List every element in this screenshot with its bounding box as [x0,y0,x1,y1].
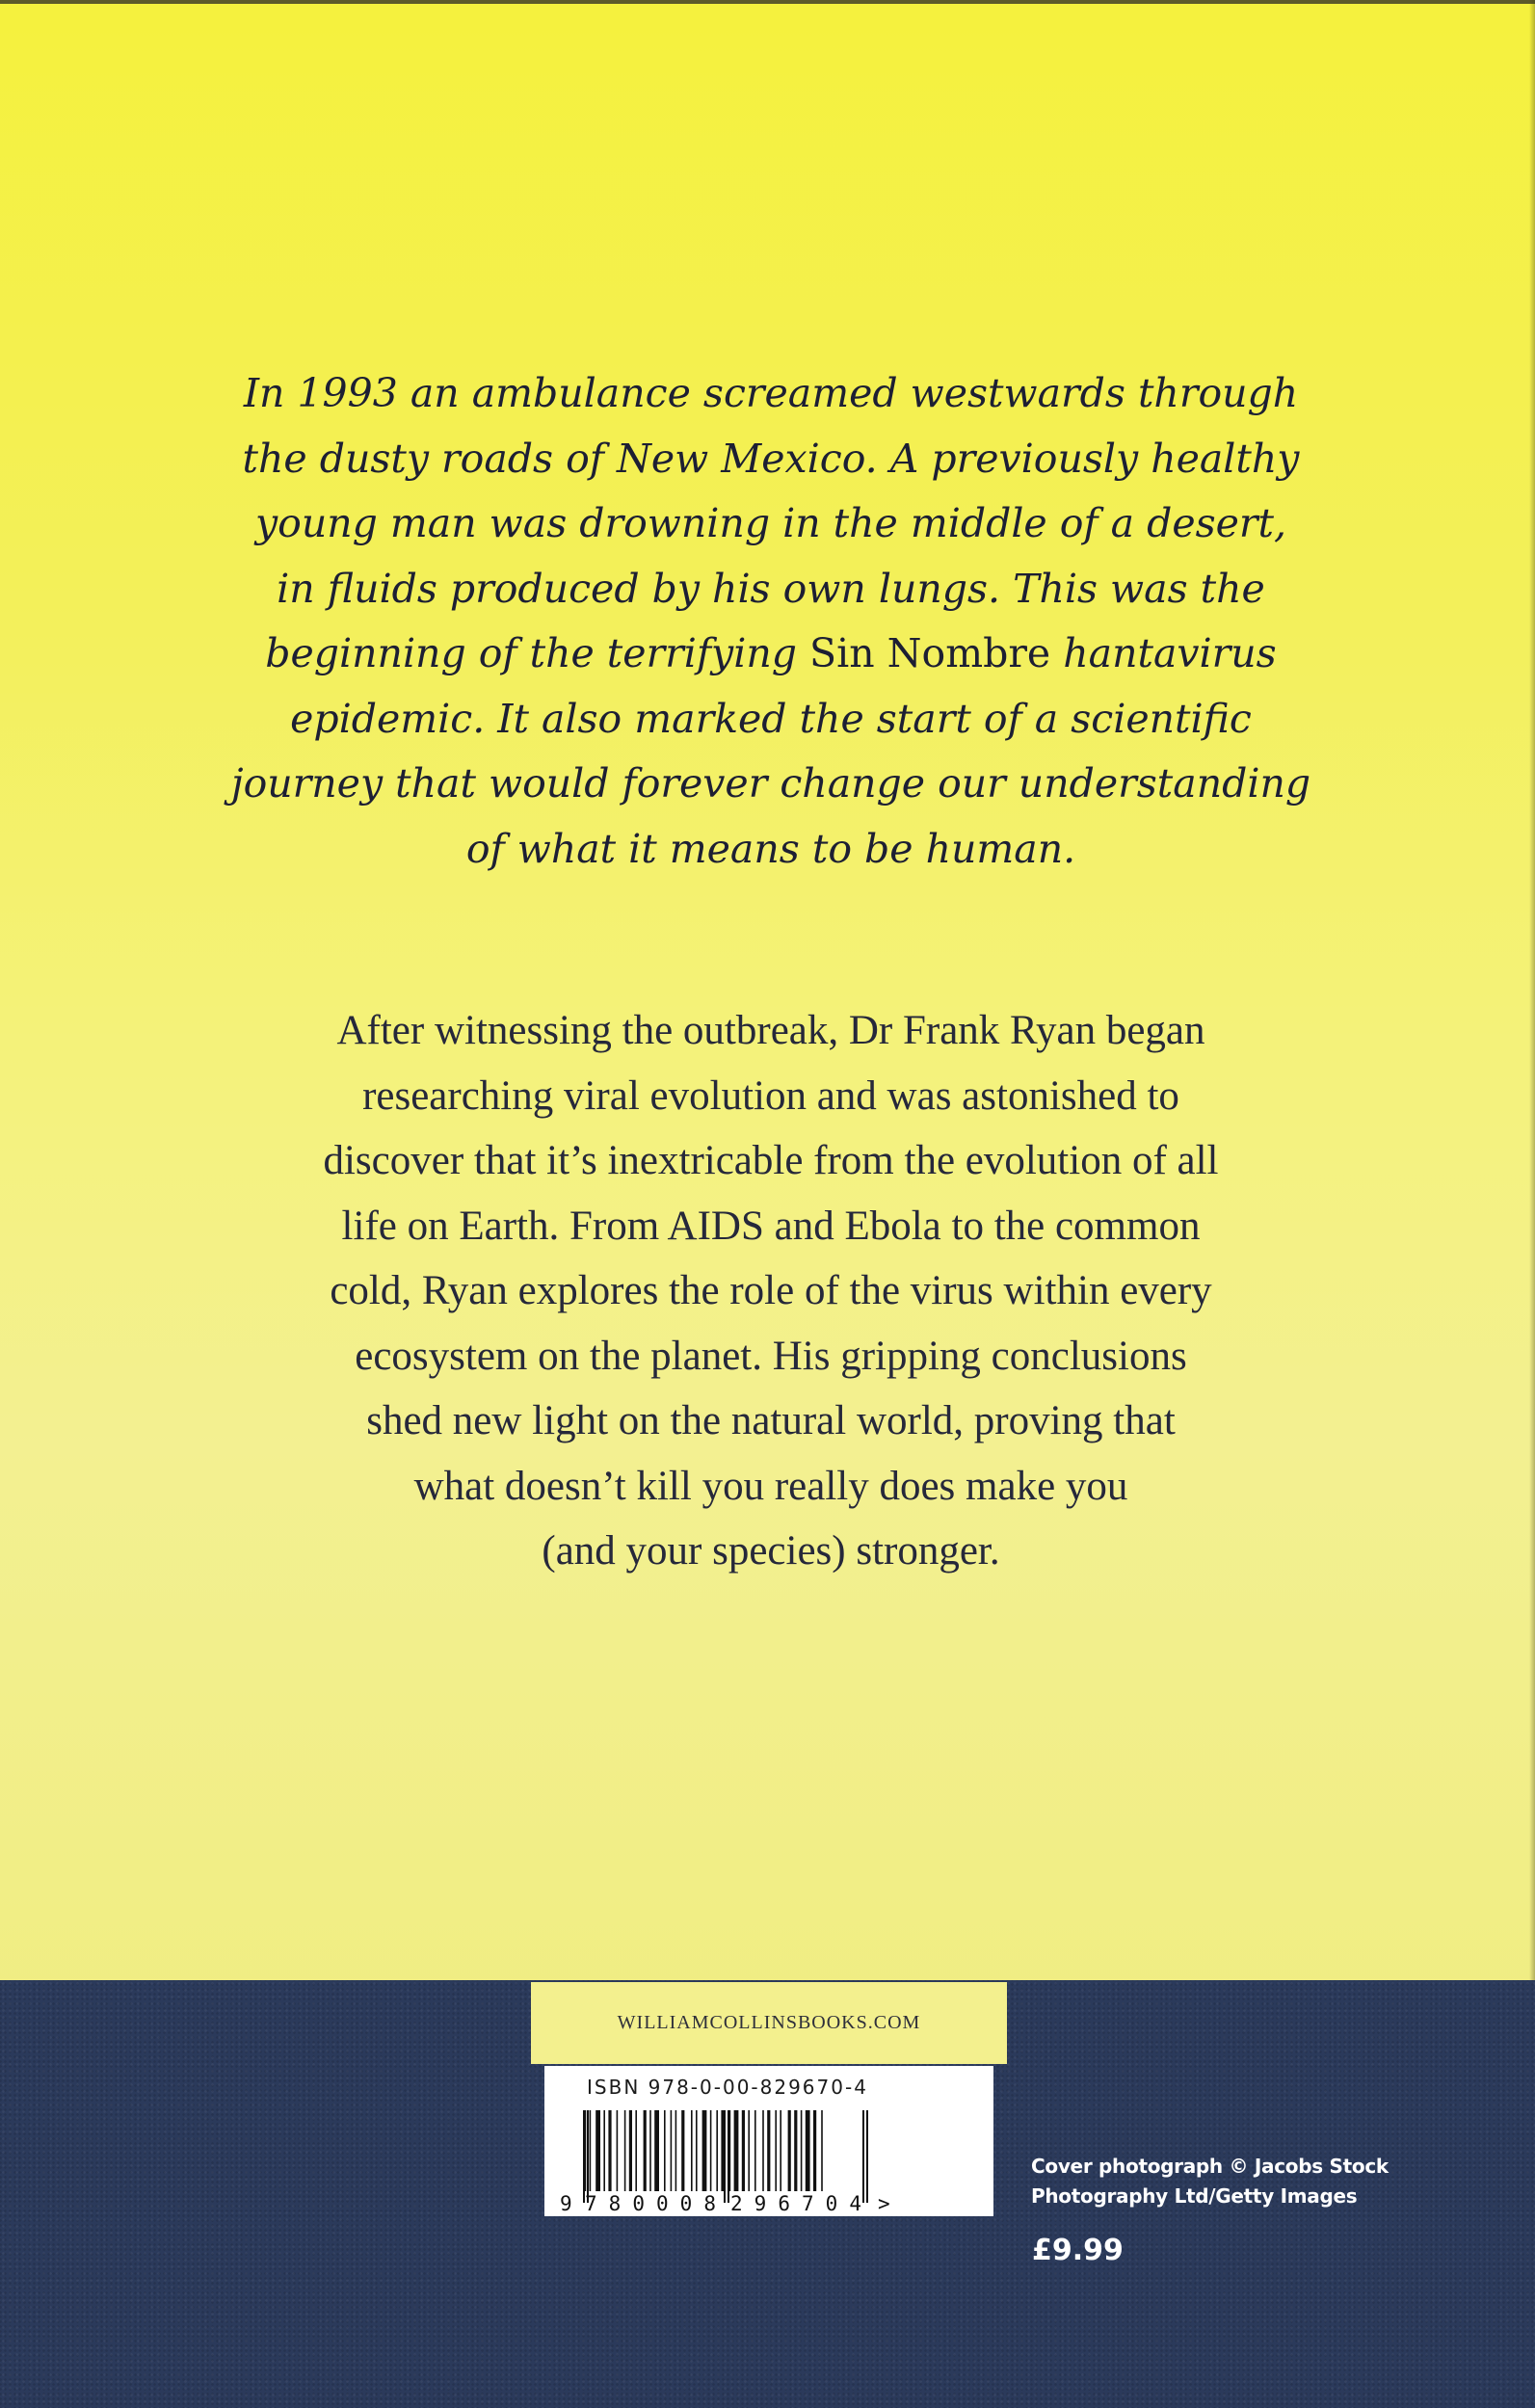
barcode-bar [664,2110,666,2191]
barcode-bar [608,2110,611,2191]
barcode-bar [742,2110,745,2191]
barcode-bar [617,2110,619,2191]
barcode-bar [629,2110,632,2191]
barcode-bar [780,2110,781,2191]
barcode-bar [691,2110,693,2191]
barcode-bar [644,2110,647,2191]
italic-blurb-line: of what it means to be human. [465,825,1076,872]
publisher-website: WILLIAMCOLLINSBOOKS.COM [617,2012,921,2033]
barcode-bar [654,2110,659,2191]
italic-blurb-line: in fluids produced by his own lungs. This was the [277,565,1265,612]
barcode-bar [813,2110,816,2191]
credit-line: Photography Ltd/Getty Images [1031,2184,1358,2208]
barcode-bar [794,2110,797,2191]
description-line: what doesn’t kill you really does make you [413,1463,1128,1509]
italic-blurb-line: epidemic. It also marked the start of a scientific [290,695,1252,742]
barcode-bar [775,2110,777,2191]
barcode-right-digits: 296704 [730,2192,861,2215]
barcode-bar [675,2110,677,2191]
barcode-guard-bar [866,2110,868,2203]
barcode-guard-bar [587,2110,589,2203]
italic-blurb-line: In 1993 an ambulance screamed westwards through [243,370,1299,416]
barcode-left-digits: 780008 [585,2192,716,2215]
barcode-bar [734,2110,739,2191]
barcode-bar [821,2110,823,2191]
barcode-bar [590,2110,592,2191]
price-label: £9.99 [1032,2234,1124,2267]
barcode-bar [603,2110,605,2191]
barcode-bar [767,2110,770,2191]
barcode-icon [544,2066,993,2216]
barcode-bar [801,2110,803,2191]
barcode-bar [702,2110,707,2191]
barcode-bar [716,2110,718,2191]
barcode-bar [806,2110,810,2191]
italic-blurb-line: journey that would forever change our understanding [230,760,1311,807]
virus-name: Sin Nombre [809,630,1051,676]
credit-line: Cover photograph © Jacobs Stock [1031,2155,1389,2178]
barcode-bar [649,2110,651,2191]
barcode-guard-bar [728,2110,729,2203]
italic-blurb-text: beginning of the terrifying [265,630,809,676]
barcode-bar [754,2110,756,2191]
description-blurb [193,998,1349,1584]
description-line: life on Earth. From AIDS and Ebola to the common [341,1203,1201,1249]
description-line: (and your species) stronger. [542,1528,1000,1574]
barcode-bar [788,2110,791,2191]
italic-blurb-line [193,622,1349,687]
barcode-panel [544,2066,993,2216]
barcode-bar [671,2110,673,2191]
barcode-lead-digit: 9 [560,2192,572,2215]
barcode-bar [710,2110,712,2191]
barcode-guard-bar [862,2110,864,2203]
italic-blurb-text: hantavirus [1050,630,1277,676]
description-line: shed new light on the natural world, proving that [366,1398,1176,1443]
italic-blurb [193,361,1349,882]
barcode-quiet-mark: > [878,2192,890,2215]
barcode-bar [595,2110,600,2191]
cover-photo-credit [1031,2152,1389,2211]
description-line: discover that it’s inextricable from the evolution of all [323,1138,1219,1183]
italic-blurb-line: the dusty roads of New Mexico. A previously healthy [242,435,1300,482]
description-line: After witnessing the outbreak, Dr Frank Ryan began [336,1008,1205,1053]
description-line: ecosystem on the planet. His gripping conclusions [355,1333,1187,1379]
barcode-bar [696,2110,698,2191]
barcode-bar [748,2110,750,2191]
barcode-bar [762,2110,764,2191]
description-line: cold, Ryan explores the role of the virus within every [330,1268,1212,1313]
isbn-text: ISBN 978-0-00-829670-4 [587,2076,868,2099]
cover-top-edge [0,0,1535,4]
barcode-bar [624,2110,626,2191]
barcode-bar [681,2110,684,2191]
barcode-guard-bar [724,2110,726,2203]
website-panel [531,1982,1007,2064]
description-line: researching viral evolution and was astonished to [362,1072,1179,1119]
barcode-bar [635,2110,637,2191]
italic-blurb-line: young man was drowning in the middle of a desert, [254,500,1287,546]
barcode-guard-bar [583,2110,585,2203]
